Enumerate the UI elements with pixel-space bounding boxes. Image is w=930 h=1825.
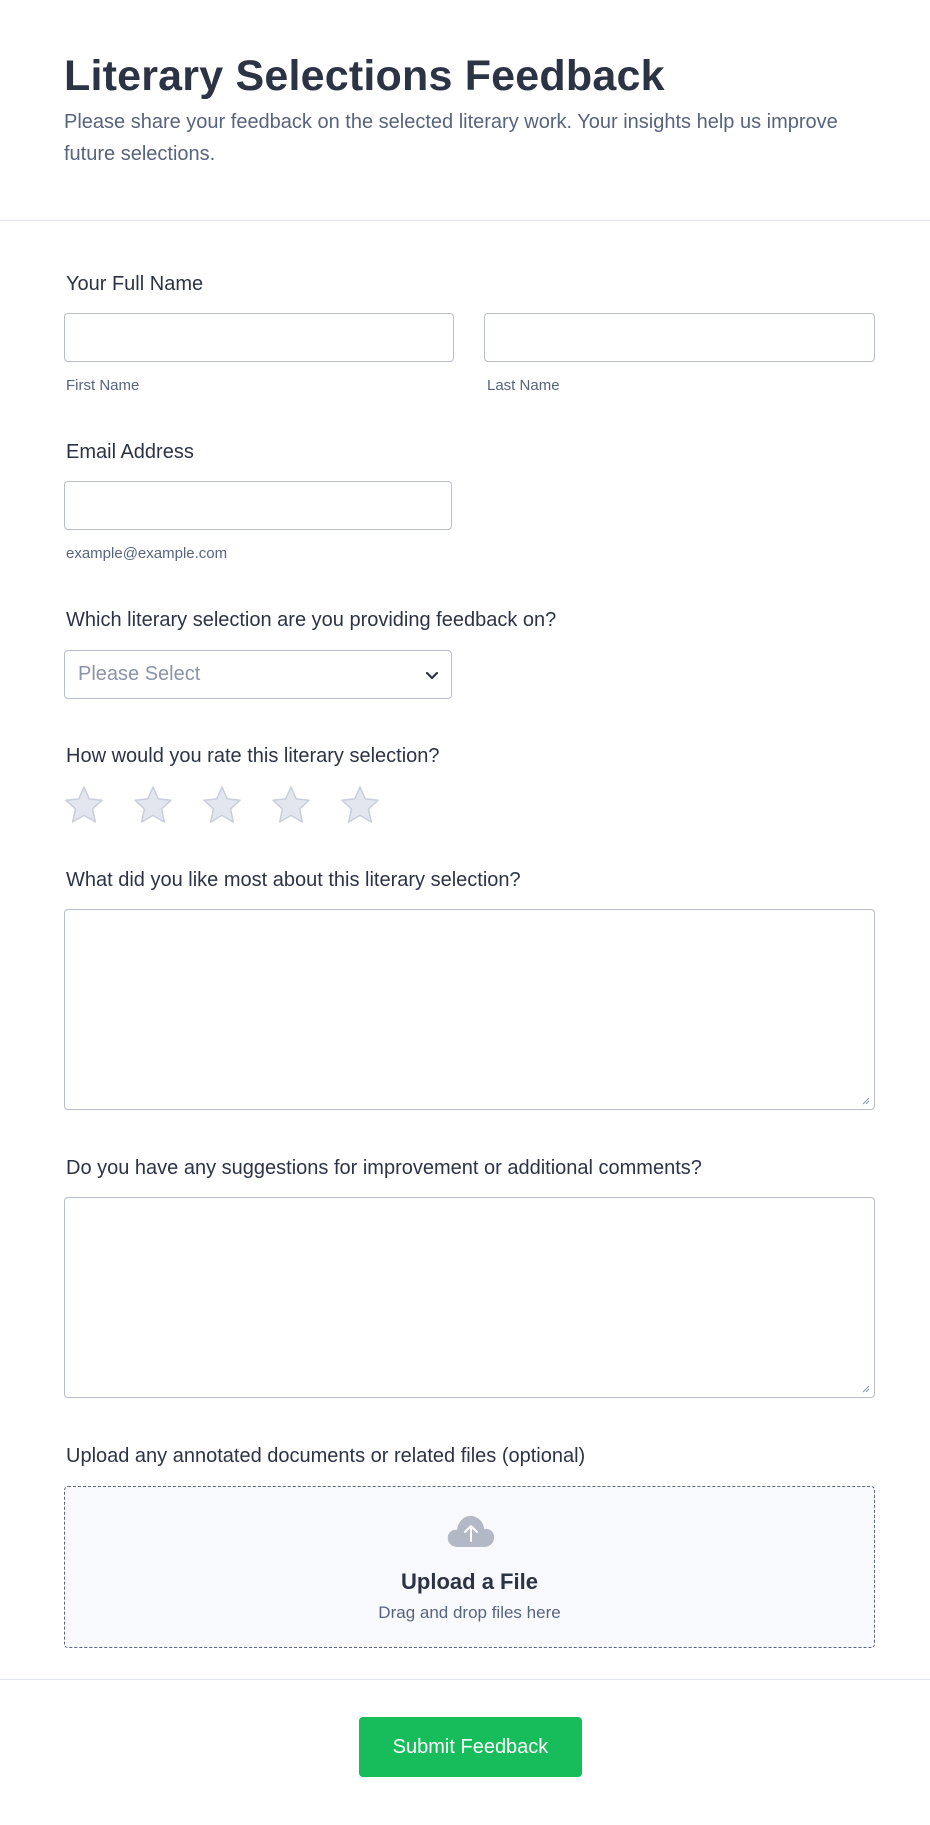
file-upload-dropzone[interactable] <box>64 1486 875 1648</box>
last-name-input[interactable] <box>484 313 875 362</box>
star-icon[interactable] <box>64 785 104 825</box>
resize-handle-icon[interactable] <box>860 1095 870 1105</box>
star-icon[interactable] <box>271 785 311 825</box>
resize-handle-icon[interactable] <box>860 1383 870 1393</box>
page-title: Literary Selections Feedback <box>64 52 665 100</box>
cloud-upload-icon <box>446 1513 496 1549</box>
suggestions-textarea[interactable] <box>64 1197 875 1398</box>
liked-textarea[interactable] <box>64 909 875 1110</box>
upload-title: Upload a File <box>401 1569 538 1594</box>
chevron-down-icon <box>423 666 441 684</box>
literary-selection-dropdown[interactable] <box>64 650 452 699</box>
star-icon[interactable] <box>340 785 380 825</box>
upload-label: Upload any annotated documents or related files (optional) <box>66 1445 586 1467</box>
email-sublabel: example@example.com <box>66 545 228 562</box>
footer-divider <box>0 1679 930 1680</box>
rating-label: How would you rate this literary selection? <box>66 745 440 767</box>
email-field[interactable] <box>64 481 452 530</box>
dropdown-selected-value: Please Select <box>78 663 201 685</box>
form-header <box>0 0 930 221</box>
submit-button[interactable]: Submit Feedback <box>359 1717 582 1777</box>
last-name-sublabel: Last Name <box>487 377 560 394</box>
selection-label: Which literary selection are you providing feedback on? <box>66 609 557 631</box>
star-rating <box>64 785 394 825</box>
liked-label: What did you like most about this literary selection? <box>66 869 521 891</box>
upload-subtitle: Drag and drop files here <box>378 1603 561 1622</box>
star-icon[interactable] <box>133 785 173 825</box>
full-name-label: Your Full Name <box>66 273 204 295</box>
suggestions-label: Do you have any suggestions for improvement or additional comments? <box>66 1157 702 1179</box>
star-icon[interactable] <box>202 785 242 825</box>
page-subtitle: Please share your feedback on the selected literary work. Your insights help us improve future selections. <box>64 111 838 165</box>
first-name-input[interactable] <box>64 313 454 362</box>
first-name-sublabel: First Name <box>66 377 140 394</box>
email-label: Email Address <box>66 441 194 463</box>
